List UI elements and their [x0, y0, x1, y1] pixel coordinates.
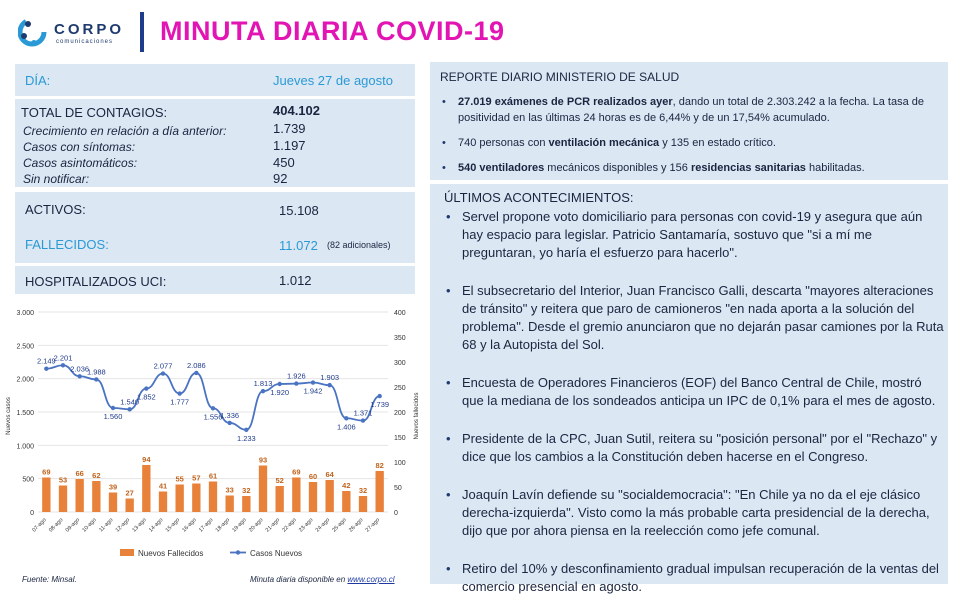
line-label: 1.233 [236, 433, 256, 443]
line-label: 1.556 [203, 412, 223, 422]
line-label: 1.371 [353, 408, 373, 418]
line-label: 1.852 [136, 392, 156, 402]
bar-fallecidos [126, 499, 134, 513]
title-divider [140, 12, 144, 52]
line-label: 1.336 [220, 410, 240, 420]
dia-value: Jueves 27 de agosto [273, 73, 393, 88]
y-left-tick: 1.500 [16, 410, 34, 417]
bar-fallecidos [259, 466, 267, 513]
legend-label-casos: Casos Nuevos [250, 549, 303, 558]
logo-word: CORPO [54, 21, 125, 38]
x-tick: 15-ago [164, 517, 182, 534]
fallecidos-label: FALLECIDOS: [25, 237, 109, 252]
y-left-tick: 1.000 [16, 443, 34, 451]
x-tick: 24-ago [314, 517, 332, 534]
y-right-tick: 0 [394, 510, 398, 517]
legend-label-fallecidos: Nuevos Fallecidos [138, 549, 204, 558]
legend-swatch-fallecidos [120, 549, 134, 556]
x-tick: 07-ago [31, 517, 48, 534]
bar-label: 52 [275, 476, 284, 485]
activos-row [15, 192, 415, 228]
bar-label: 60 [308, 472, 318, 481]
total-value: 404.102 [273, 103, 320, 118]
ministry-report [430, 62, 948, 180]
legend-marker-casos [236, 550, 240, 554]
x-tick: 14-ago [148, 517, 165, 534]
news-item: • Encuesta de Operadores Financieros (EOF) del Banco Central de Chile, mostró que la mediana de los sondeados anticipa un IPC de 0,1% para el mes de agosto. [444, 374, 944, 410]
report-item: • 27.019 exámenes de PCR realizados ayer, dando un total de 2.303.242 a la fecha. La tasa de positividad en las últimas 24 horas es de 6,44% y de un 17,54% acumulado. [440, 94, 940, 126]
line-point [44, 367, 48, 371]
y-left-tick: 2.500 [16, 343, 34, 351]
line-label: 1.739 [370, 400, 390, 410]
y-right-tick: 150 [394, 435, 406, 442]
uci-value: 1.012 [279, 273, 312, 288]
line-label: 1.406 [336, 422, 356, 432]
bar-label: 33 [225, 485, 234, 495]
corpo-logo-icon [18, 14, 54, 50]
x-tick: 27-ago [364, 517, 382, 534]
dia-row [15, 64, 415, 96]
asymptomatic-value: 450 [273, 155, 295, 170]
news-item: • Presidente de la CPC, Juan Sutil, reitera su "posición personal" por el "Rechazo" y dice que los cambios a la Constitución deben hacerse en el Congreso. [444, 430, 944, 466]
bar-fallecidos [309, 482, 317, 512]
x-tick: 23-ago [298, 517, 315, 534]
report-list [440, 94, 940, 185]
x-tick: 12-ago [114, 517, 132, 534]
line-point [311, 380, 315, 384]
bar-label: 64 [325, 470, 334, 479]
bar-fallecidos [226, 496, 234, 513]
line-point [144, 386, 148, 390]
line-label: 1.777 [170, 397, 190, 407]
line-label: 1.560 [103, 412, 123, 421]
bar-fallecidos [292, 478, 300, 513]
growth-label: Crecimiento en relación a día anterior: [23, 124, 227, 138]
bar-label: 57 [192, 473, 201, 483]
bar-fallecidos [142, 465, 150, 512]
corpo-link[interactable]: www.corpo.cl [347, 575, 395, 584]
symptoms-value: 1.197 [273, 138, 306, 153]
unreported-value: 92 [273, 171, 288, 186]
bar-fallecidos [359, 496, 367, 512]
bar-label: 42 [342, 481, 351, 490]
line-point [211, 406, 215, 410]
fallecidos-row [15, 227, 415, 263]
line-label: 1.988 [86, 367, 106, 377]
news-item: • El subsecretario del Interior, Juan Francisco Galli, descarta "mayores alteraciones de tránsito" y reitera que paro de camioneros "en nada aporta a la solución del problema". Desde el gremio anunciaron que no dejarán pasar camiones por la Ruta 68 y la Autopista del Sol. [444, 282, 944, 354]
y-left-tick: 3.000 [16, 310, 34, 317]
y-right-tick: 50 [394, 485, 402, 492]
y-left-tick: 0 [30, 510, 34, 517]
line-point [161, 371, 165, 375]
line-point [377, 394, 381, 398]
latest-news [430, 184, 948, 594]
line-label: 2.036 [70, 364, 90, 374]
line-label: 2.149 [36, 356, 56, 366]
symptoms-label: Casos con síntomas: [23, 140, 136, 154]
line-point [227, 421, 231, 425]
bar-label: 32 [358, 486, 368, 495]
line-point [111, 406, 115, 410]
bar-fallecidos [192, 484, 200, 513]
y-right-tick: 200 [394, 410, 406, 417]
bar-fallecidos [42, 478, 50, 513]
line-point [61, 363, 65, 367]
bar-label: 69 [292, 467, 301, 477]
y-right-axis-label: Nuevos fallecidos [414, 392, 420, 440]
bar-fallecidos [342, 491, 350, 512]
y-right-tick: 100 [394, 460, 406, 467]
news-title: ÚLTIMOS ACONTECIMIENTOS: [444, 190, 634, 205]
x-tick: 16-ago [181, 517, 198, 534]
uci-label: HOSPITALIZADOS UCI: [25, 274, 167, 289]
y-right-tick: 400 [394, 310, 406, 317]
bar-label: 32 [242, 486, 251, 495]
report-item: • 740 personas con ventilación mecánica y 135 en estado crítico. [440, 135, 940, 151]
x-tick: 20-ago [248, 517, 265, 534]
news-item: • Retiro del 10% y desconfinamiento gradual impulsan recuperación de la ventas del comercio presencial en agosto. [444, 560, 944, 596]
dia-label: DÍA: [25, 73, 51, 88]
x-tick: 11-ago [98, 517, 115, 534]
y-left-tick: 2.000 [16, 376, 34, 384]
chart-svg [0, 296, 428, 576]
bar-label: 94 [142, 455, 151, 464]
line-point [327, 383, 331, 387]
x-tick: 21-ago [264, 517, 282, 534]
bar-label: 69 [42, 467, 51, 477]
activos-label: ACTIVOS: [25, 202, 86, 217]
line-point [344, 416, 348, 420]
x-tick: 08-ago [48, 517, 65, 534]
activos-value: 15.108 [279, 203, 319, 218]
line-point [261, 389, 265, 393]
source-note: Fuente: Minsal. [22, 575, 77, 584]
line-point [294, 381, 298, 385]
line-label: 1.813 [253, 379, 273, 389]
bar-label: 53 [58, 475, 68, 485]
x-tick: 17-ago [198, 517, 215, 534]
line-label: 1.903 [320, 373, 340, 383]
growth-value: 1.739 [273, 121, 306, 136]
line-point [244, 428, 248, 432]
bar-fallecidos [209, 482, 217, 513]
y-left-axis-label: Nuevos casos [6, 397, 12, 435]
bar-label: 55 [175, 474, 184, 484]
report-title: REPORTE DIARIO MINISTERIO DE SALUD [440, 70, 680, 84]
bar-label: 61 [208, 471, 218, 481]
line-label: 1.540 [120, 397, 140, 407]
bar-label: 93 [258, 455, 268, 465]
y-right-tick: 350 [394, 335, 406, 342]
fallecidos-note: (82 adicionales) [327, 240, 391, 250]
bar-fallecidos [326, 480, 334, 512]
x-tick: 22-ago [281, 517, 298, 534]
line-point [194, 371, 198, 375]
line-label: 1.942 [303, 386, 323, 396]
bar-fallecidos [92, 481, 100, 512]
bar-label: 27 [125, 488, 134, 498]
unreported-label: Sin notificar: [23, 172, 90, 186]
report-item: • 540 ventiladores mecánicos disponibles y 156 residencias sanitarias habilitadas. [440, 160, 940, 176]
asymptomatic-label: Casos asintomáticos: [23, 156, 138, 170]
line-label: 2.077 [153, 361, 173, 371]
bar-label: 62 [92, 471, 101, 480]
line-label: 2.201 [53, 353, 73, 363]
fallecidos-value: 11.072 [279, 238, 318, 253]
bar-label: 41 [158, 481, 168, 491]
bar-fallecidos [59, 486, 67, 513]
line-point [127, 407, 131, 411]
line-point [277, 382, 281, 386]
page-title: MINUTA DIARIA COVID-19 [160, 16, 505, 46]
availability-note: Minuta diaria disponible en www.corpo.cl [250, 575, 395, 584]
y-left-tick: 500 [22, 476, 34, 484]
news-item: • Joaquín Lavín defiende su "socialdemocracia": "En Chile ya no da el eje clásico derecha-izquierda". Visto como la más probable carta presidencial de la derecha, dijo que por ahora piensa en la reelección como jefe comunal. [444, 486, 944, 540]
uci-row [15, 266, 415, 294]
bar-fallecidos [159, 492, 167, 513]
bar-fallecidos [109, 493, 117, 513]
bar-fallecidos [276, 486, 284, 512]
x-tick: 19-ago [231, 517, 248, 534]
line-label: 1.920 [270, 388, 290, 397]
news-list [444, 208, 944, 596]
bar-fallecidos [76, 479, 84, 512]
y-right-tick: 250 [394, 385, 406, 392]
logo-subtitle: comunicaciones [56, 39, 114, 45]
bar-label: 82 [375, 461, 384, 470]
line-point [77, 374, 81, 378]
x-tick: 26-ago [348, 517, 365, 534]
bar-fallecidos [376, 471, 384, 512]
total-label: TOTAL DE CONTAGIOS: [21, 105, 168, 120]
x-tick: 18-ago [214, 517, 232, 534]
line-point [94, 377, 98, 381]
bar-label: 66 [75, 469, 84, 478]
x-tick: 13-ago [131, 517, 148, 534]
line-point [177, 391, 181, 395]
bar-fallecidos [242, 496, 250, 512]
covid-chart [0, 296, 428, 586]
news-item: • Servel propone voto domiciliario para personas con covid-19 y asegura que aún hay espacio para legislar. Patricio Santamaría, sostuvo que "si a mí me preguntaran, yo haría el esfuerzo para hacerlo". [444, 208, 944, 262]
line-label: 2.086 [186, 360, 206, 370]
line-point [361, 418, 365, 422]
bar-fallecidos [176, 485, 184, 513]
contagios-panel [15, 99, 415, 187]
x-tick: 25-ago [331, 517, 348, 534]
x-tick: 10-ago [81, 517, 98, 534]
bar-label: 39 [108, 482, 118, 492]
line-label: 1.926 [286, 371, 306, 381]
y-right-tick: 300 [394, 360, 406, 367]
corpo-logo [18, 14, 128, 54]
x-tick: 09-ago [64, 517, 82, 534]
